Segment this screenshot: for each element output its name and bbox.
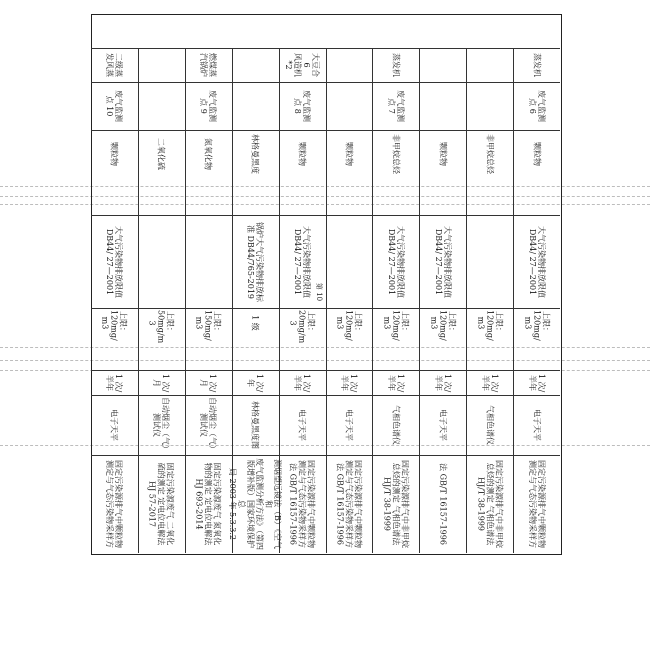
cell-text: 上限： 120mg/ m3: [476, 310, 504, 341]
cell-method: [186, 456, 231, 552]
cell-text: 颗粒物: [532, 142, 542, 166]
cell-text: 颗粒物: [344, 142, 354, 166]
cell-limit: [139, 309, 184, 344]
cell-point: [280, 83, 325, 129]
cell-standard: [186, 216, 231, 307]
cell-text: 1 次/ 半年: [527, 373, 546, 392]
cell-text: 固定污染源排气中非甲烷 总烃的测定 气相色谱法 HJ/T 38-1999: [476, 460, 504, 548]
cell-text: 二氧化硫: [156, 138, 166, 170]
cell-text: 1 次/ 半年: [293, 373, 312, 392]
cell-pollutant: [139, 131, 184, 177]
cell-text: 法 GB/T 16157-1996: [438, 463, 448, 545]
cell-text: 锅炉大气污染物排放标 准 DB44/765-2019: [246, 221, 265, 302]
cell-point: [186, 83, 231, 129]
cell-point: [139, 83, 184, 129]
cell-source: [280, 49, 325, 81]
cell-instrument: [373, 396, 418, 454]
cell-frequency: [420, 371, 465, 394]
cell-instrument: [92, 396, 137, 454]
cell-text: 林格曼黑度: [250, 134, 260, 174]
cell-standard: [420, 216, 465, 307]
cell-method: [92, 456, 137, 552]
cell-standard: [514, 216, 559, 307]
cell-text: 上限： 120mg/ m3: [523, 310, 551, 341]
cell-pollutant: [186, 131, 231, 177]
cell-instrument: [420, 396, 465, 454]
cell-text: 电子天平: [344, 409, 354, 441]
cell-text: 废气监测 点 8: [293, 90, 312, 122]
cell-text: 上限： 120mg/ m3: [335, 310, 363, 341]
cell-source: [186, 49, 231, 81]
cell-text: 大气污染物排放限值 DB44/ 27—2001: [386, 225, 405, 298]
cell-text: 1 级: [250, 315, 260, 331]
cell-text: 颗粒物: [297, 142, 307, 166]
cell-frequency: [92, 371, 137, 394]
cell-text: 燃煤蒸 汽锅炉: [199, 53, 218, 77]
cell-frequency: [280, 371, 325, 394]
cell-point: [420, 83, 465, 129]
cell-text: 废气监测 点 9: [199, 90, 218, 122]
cell-text: 大气污染物排放限值 DB44/ 27—2001: [105, 225, 124, 298]
cell-text: 固定污染源排气中颗粒物 测定与气态污染物采样方 法 GB/T 16157-1996: [335, 460, 363, 548]
cell-frequency: [514, 371, 559, 394]
cell-text: 固定污染源排气中颗粒物 测定与气态污染物采样方 法 GB/T 16157-1996: [288, 460, 316, 548]
cell-limit: [373, 309, 418, 341]
cell-text: 大气污染物排放限值 DB44/ 27—2001: [433, 225, 452, 298]
cell-point: [373, 83, 418, 129]
cell-text: 蒸发机: [532, 53, 542, 77]
cell-source: [233, 49, 278, 81]
cell-frequency: [373, 371, 418, 394]
cell-text: 二级蒸 发风蒸: [105, 53, 124, 77]
cell-standard: [373, 216, 418, 307]
cell-text: 1 次/ 半年: [433, 373, 452, 392]
cell-text: 上限： 150mg/ m3: [194, 310, 222, 341]
page-number: 第 10: [315, 282, 323, 302]
cell-instrument: [233, 396, 278, 454]
cell-text: 气相色谱仪: [391, 405, 401, 445]
cell-text: 上限： 120mg/ m3: [382, 310, 410, 341]
cell-text: 固定污染源排气中颗粒物 测定与气态污染物采样方: [527, 460, 546, 548]
cell-standard: [467, 216, 512, 307]
cell-text: 自动烟尘（气）测试仪: [152, 397, 171, 453]
cell-source: [514, 49, 559, 81]
cell-text: 1 次/ 月: [199, 373, 218, 392]
cell-text: 1 次/ 月: [152, 373, 171, 392]
cell-point: [327, 83, 372, 129]
cell-instrument: [467, 396, 512, 454]
cell-pollutant: [420, 131, 465, 177]
cell-text: 林格曼黑度图: [250, 401, 260, 449]
cell-pollutant: [327, 131, 372, 177]
cell-text: 颗粒物: [438, 142, 448, 166]
cell-method: [467, 456, 512, 552]
cell-text: 大豆合 6 风造机 *2: [284, 53, 321, 77]
cell-source: [92, 49, 137, 81]
cell-text: 测烟望远镜法（B）《空气和 废气监测分析方法》（第四 版增补版）国家环境保护总 局 2003 年 5.3.3.2: [228, 458, 283, 550]
cell-limit: [420, 309, 465, 341]
cell-text: 1 次/ 年: [246, 373, 265, 392]
cell-point: [233, 83, 278, 129]
cell-limit: [92, 309, 137, 341]
cell-limit: [233, 309, 278, 337]
cell-frequency: [139, 371, 184, 394]
cell-text: 废气监测 点 7: [386, 90, 405, 122]
cell-text: 废气监测 点 6: [527, 90, 546, 122]
cell-pollutant: [233, 131, 278, 177]
cell-method: [373, 456, 418, 552]
cell-text: 电子天平: [438, 409, 448, 441]
cell-limit: [327, 309, 372, 341]
cell-method: [327, 456, 372, 552]
cell-standard: [280, 216, 325, 307]
cell-frequency: [233, 371, 278, 394]
cell-text: 固定污染源废气 二氧化 硫的测定 定电位电解法 HJ 57-2017: [147, 462, 175, 546]
cell-pollutant: [467, 131, 512, 177]
cell-text: 1 次/ 半年: [339, 373, 358, 392]
cell-source: [139, 49, 184, 81]
cell-standard: [327, 216, 372, 307]
cell-text: 大气污染物排放限值 DB44/ 27—2001: [527, 225, 546, 298]
cell-limit: [467, 309, 512, 341]
cell-frequency: [186, 371, 231, 394]
cell-text: 固定污染源排气中颗粒物 测定与气态污染物采样方: [105, 460, 124, 548]
cell-text: 上限： 120mg/ m3: [429, 310, 457, 341]
cell-instrument: [514, 396, 559, 454]
cell-limit: [514, 309, 559, 341]
cell-text: 1 次/ 半年: [386, 373, 405, 392]
cell-text: 电子天平: [532, 409, 542, 441]
cell-source: [373, 49, 418, 81]
cell-text: 自动烟尘（气）测试仪: [199, 397, 218, 453]
cell-text: 1 次/ 半年: [480, 373, 499, 392]
cell-text: 非甲烷总烃: [391, 134, 401, 174]
cell-text: 气相色谱仪: [485, 405, 495, 445]
cell-frequency: [467, 371, 512, 394]
cell-point: [92, 83, 137, 129]
cell-source: [467, 49, 512, 81]
cell-method: [420, 456, 465, 552]
cell-instrument: [280, 396, 325, 454]
cell-text: 固定污染源废气 氮氧化 物的测定 定电位电解法 HJ 693-2014: [194, 462, 222, 546]
cell-text: 1 次/ 半年: [105, 373, 124, 392]
cell-text: 蒸发机: [391, 53, 401, 77]
cell-standard: [233, 216, 278, 307]
cell-instrument: [139, 396, 184, 454]
cell-point: [467, 83, 512, 129]
cell-point: [514, 83, 559, 129]
cell-pollutant: [92, 131, 137, 177]
cell-limit: [186, 309, 231, 341]
cell-text: 上限： 120mg/ m3: [100, 310, 128, 341]
cell-frequency: [327, 371, 372, 394]
cell-method: [139, 456, 184, 552]
cell-text: 上限： 20mg/m 3: [288, 310, 316, 344]
cell-method: [514, 456, 559, 552]
cell-pollutant: [514, 131, 559, 177]
cell-method: [280, 456, 325, 552]
cell-source: [327, 49, 372, 81]
cell-limit: [280, 309, 325, 344]
cell-method: [228, 456, 283, 552]
cell-pollutant: [280, 131, 325, 177]
cell-instrument: [327, 396, 372, 454]
cell-text: 上限： 50mg/m 3: [147, 310, 175, 344]
cell-text: 氮氧化物: [203, 138, 213, 170]
cell-source: [420, 49, 465, 81]
cell-text: 非甲烷总烃: [485, 134, 495, 174]
cell-standard: [139, 216, 184, 307]
cell-text: 电子天平: [109, 409, 119, 441]
cell-text: 电子天平: [297, 409, 307, 441]
cell-pollutant: [373, 131, 418, 177]
cell-text: 大气污染物排放限值 DB44/ 27—2001: [293, 225, 312, 298]
cell-standard: [92, 216, 137, 307]
cell-text: 固定污染源排气中非甲烷 总烃的测定 气相色谱法 HJ/T 38-1999: [382, 460, 410, 548]
cell-text: 颗粒物: [109, 142, 119, 166]
cell-instrument: [186, 396, 231, 454]
cell-text: 废气监测 点 10: [105, 90, 124, 122]
